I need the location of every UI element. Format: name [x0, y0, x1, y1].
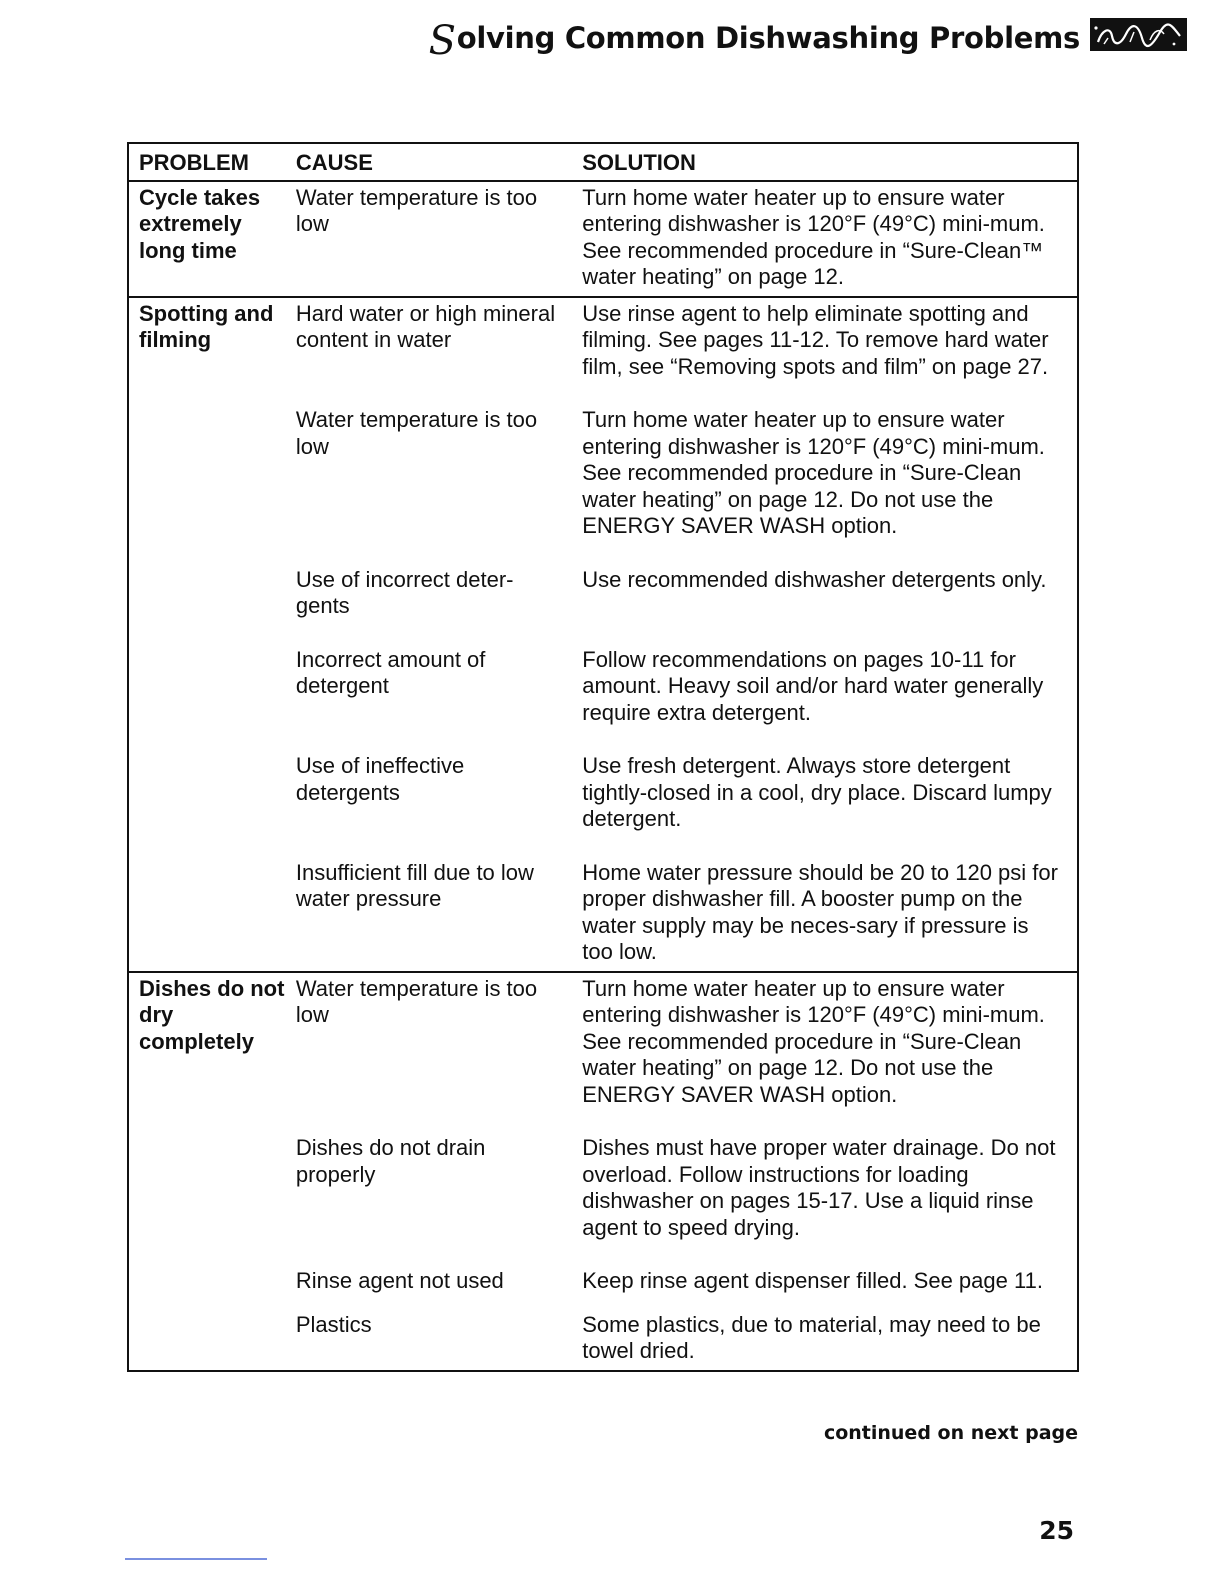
title-initial: S — [428, 18, 456, 64]
table-row — [128, 181, 1078, 297]
cause-cell: Use of incorrect deter-gents — [295, 566, 514, 618]
page-title — [0, 18, 1080, 64]
title-text: olving Common Dishwashing Problems — [456, 21, 1080, 55]
cause-cell: Water temperature is too low — [295, 975, 538, 1027]
cause-cell: Rinse agent not used — [295, 1268, 504, 1293]
footer-divider — [125, 1558, 267, 1560]
cause-cell: Dishes do not drain properly — [295, 1135, 486, 1187]
cause-cell: Incorrect amount of detergent — [295, 646, 486, 698]
table-row — [128, 297, 1078, 405]
cause-cell: Insufficient fill due to low water pressure — [295, 859, 534, 911]
solution-cell: Use fresh detergent. Always store detergent tightly-closed in a cool, dry place. Discard lumpy detergent. — [582, 753, 1052, 831]
problem-group-long-cycle — [128, 181, 1078, 297]
column-header-cause: CAUSE — [286, 143, 572, 181]
page-number: 25 — [1039, 1516, 1074, 1545]
cause-cell: Water temperature is too low — [295, 407, 538, 459]
problem-cell: Dishes do not dry completely — [139, 975, 285, 1054]
brand-script-logo-icon — [1090, 18, 1187, 51]
solution-cell: Keep rinse agent dispenser filled. See page 11. — [582, 1268, 1043, 1293]
cause-cell: Plastics — [295, 1311, 372, 1337]
problem-group-spotting — [128, 297, 1078, 972]
problem-group-drying — [128, 972, 1078, 1371]
cause-cell: Hard water or high mineral content in water — [295, 300, 556, 352]
solution-cell: Dishes must have proper water drainage. Do not overload. Follow instructions for loading dishwasher on pages 15-17. Use a liquid rinse agent to speed drying. — [582, 1135, 1056, 1240]
cause-cell: Water temperature is too low — [295, 184, 538, 236]
continued-note: continued on next page — [823, 1422, 1078, 1444]
solution-cell: Use recommended dishwasher detergents only. — [582, 566, 1047, 592]
solution-cell: Turn home water heater up to ensure water entering dishwasher is 120°F (49°C) mini-mum. See recommended procedure in “Sure-Clean water heating” on page 12. Do not use the ENERGY SAVER WASH option. — [582, 407, 1045, 538]
column-header-solution: SOLUTION — [572, 143, 1078, 181]
solution-cell: Use rinse agent to help eliminate spotting and filming. See pages 11-12. To remove hard water film, see “Removing spots and film” on page 27. — [582, 300, 1049, 379]
solution-cell: Follow recommendations on pages 10-11 for amount. Heavy soil and/or hard water generally require extra detergent. — [582, 646, 1044, 725]
solution-cell: Some plastics, due to material, may need to be towel dried. — [582, 1311, 1041, 1363]
column-header-problem: PROBLEM — [128, 143, 286, 181]
solution-cell: Home water pressure should be 20 to 120 psi for proper dishwasher fill. A booster pump on the water supply may be neces-sary if pressure is too low. — [582, 859, 1058, 964]
cause-cell: Use of ineffective detergents — [295, 753, 465, 805]
table-header-row — [128, 143, 1078, 181]
table-row — [128, 972, 1078, 1133]
problem-cell: Spotting and filming — [139, 300, 274, 352]
solution-cell: Turn home water heater up to ensure water entering dishwasher is 120°F (49°C) mini-mum. See recommended procedure in “Sure-Clean water heating” on page 12. Do not use the ENERGY SAVER WASH option. — [582, 975, 1045, 1107]
troubleshooting-table — [127, 142, 1079, 1372]
problem-cell: Cycle takes extremely long time — [139, 184, 261, 263]
solution-cell: Turn home water heater up to ensure water entering dishwasher is 120°F (49°C) mini-mum. See recommended procedure in “Sure-Clean™ water heating” on page 12. — [582, 184, 1045, 289]
